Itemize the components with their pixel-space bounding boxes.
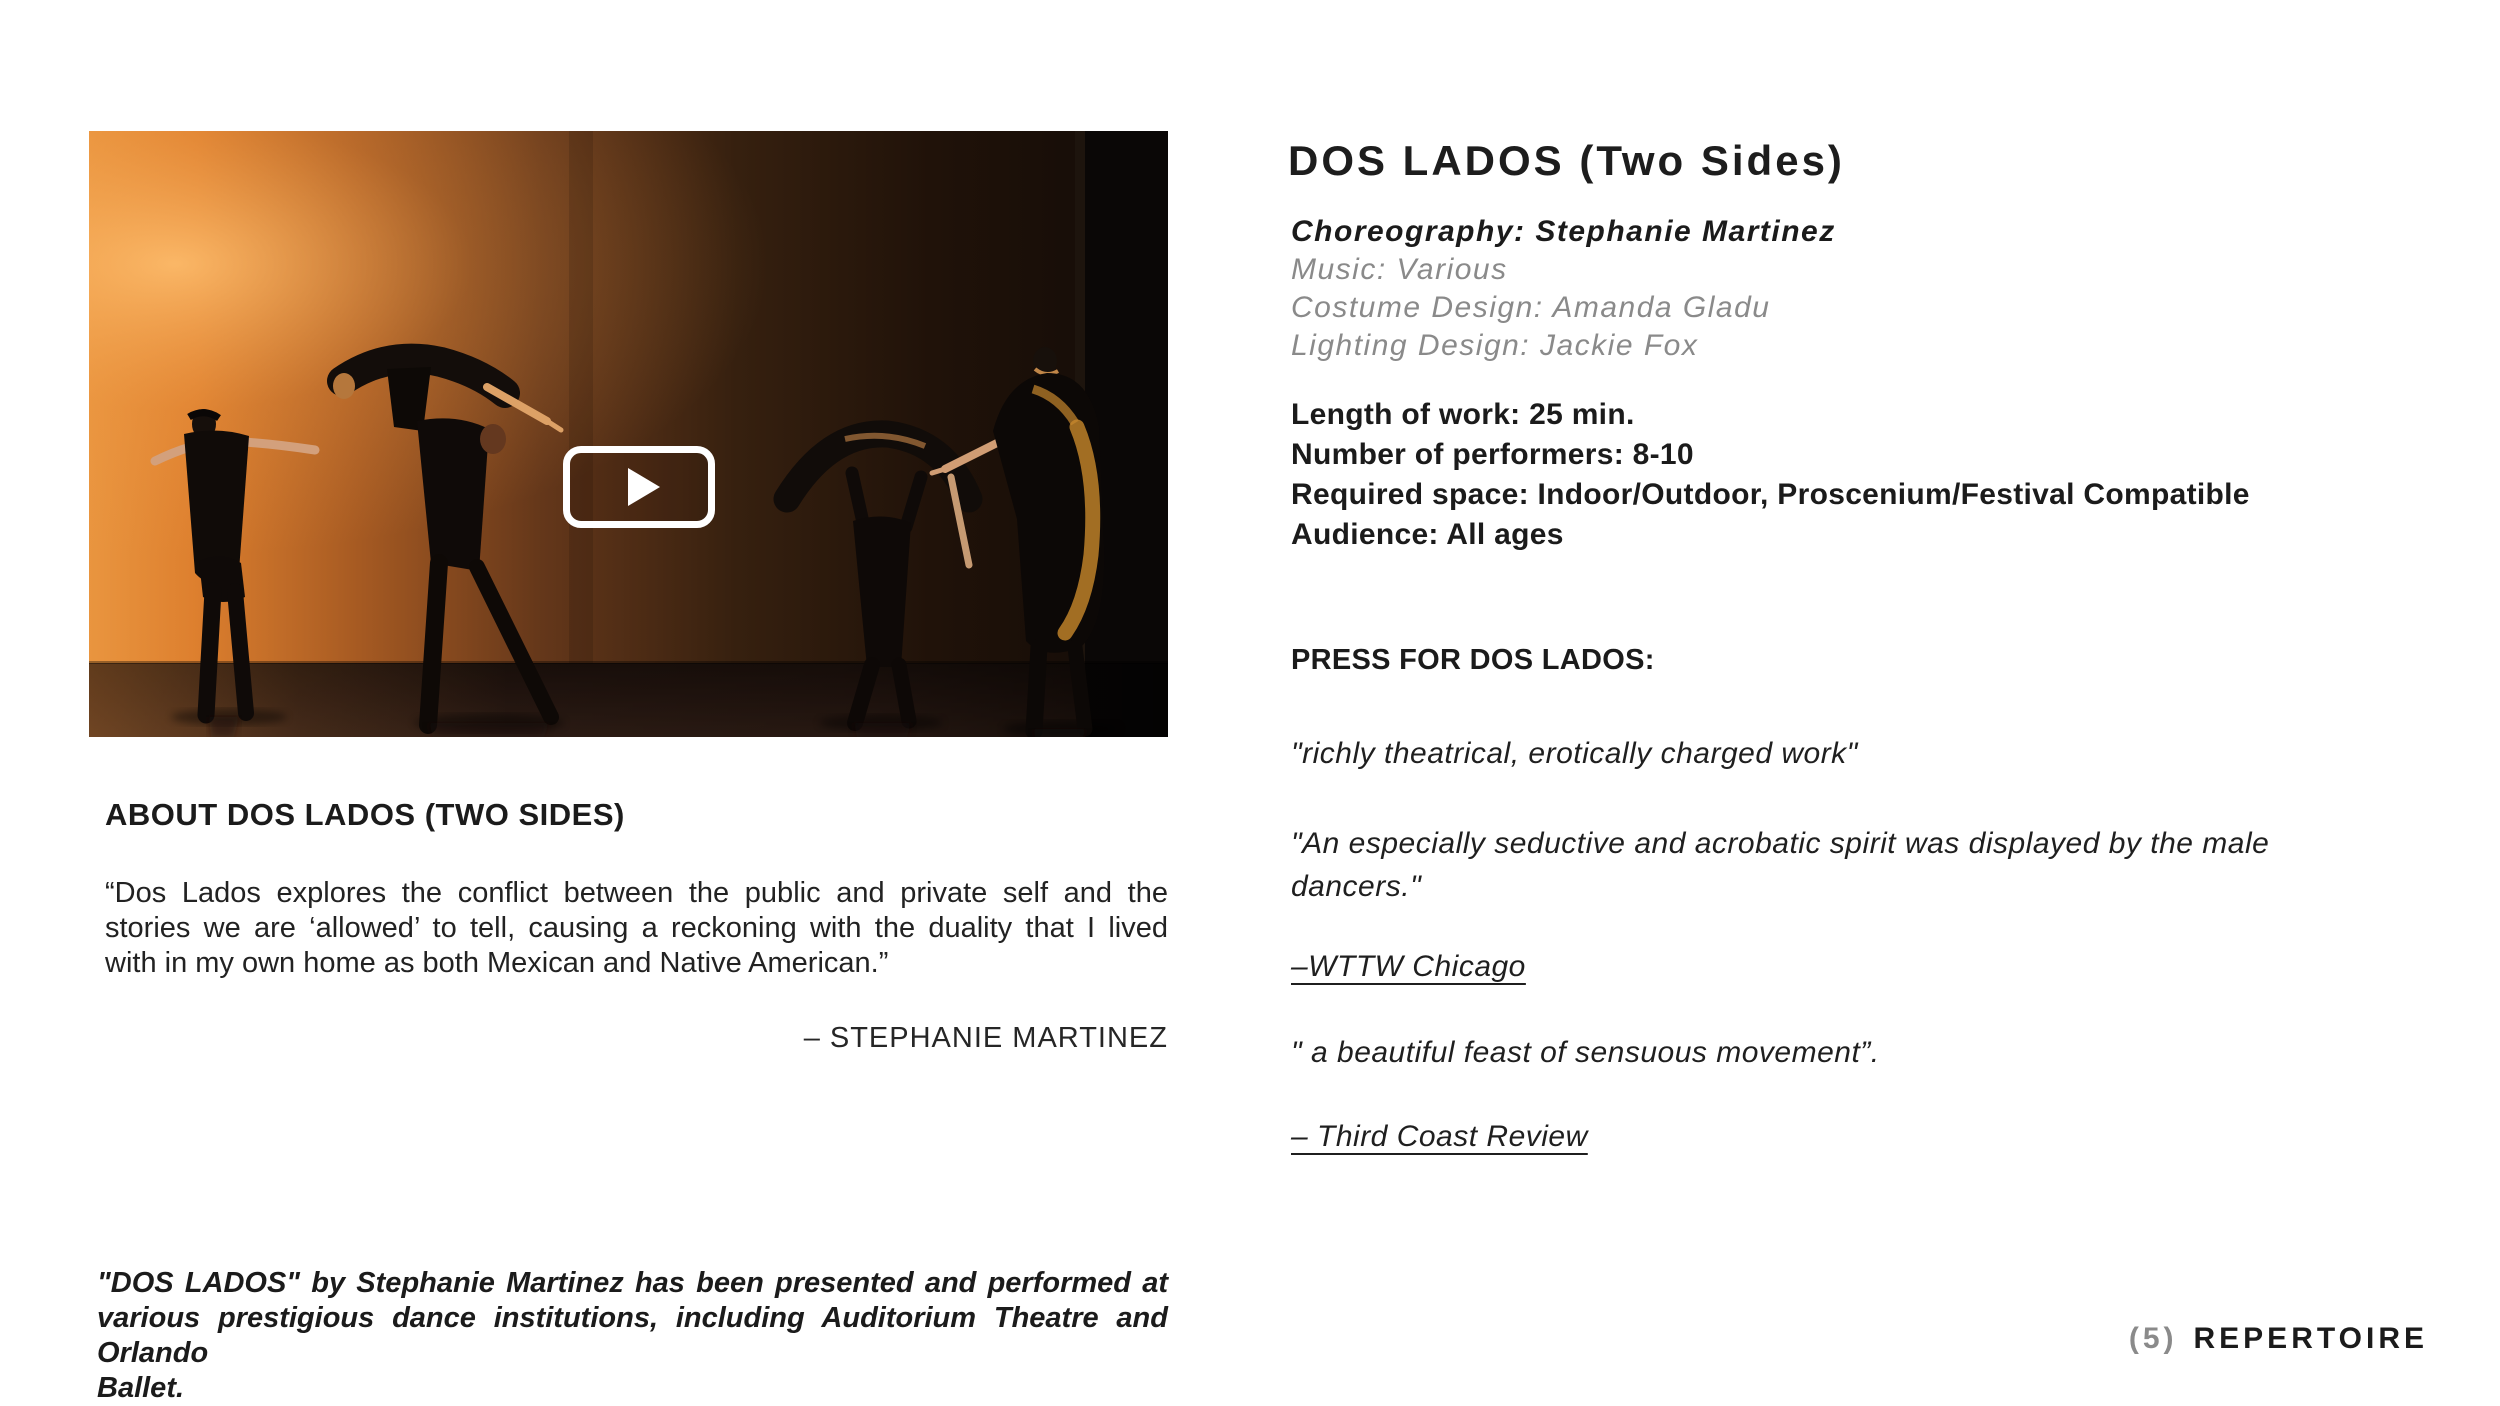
footnote-line: Ballet.	[97, 1372, 185, 1404]
press-source-link-wttw[interactable]: –WTTW Chicago	[1291, 950, 1526, 983]
about-heading: ABOUT DOS LADOS (TWO SIDES)	[105, 797, 625, 832]
detail-audience: Audience: All ages	[1291, 518, 1564, 551]
section-label: REPERTOIRE	[2193, 1322, 2428, 1355]
about-quote-line: with in my own home as both Mexican and Native American.”	[105, 947, 889, 979]
press-quote	[1291, 822, 2301, 908]
press-quote: "richly theatrical, erotically charged work"	[1291, 737, 1858, 770]
credit-music: Music: Various	[1291, 253, 1508, 286]
play-button[interactable]	[563, 446, 715, 528]
about-quote-line: “Dos Lados explores the conflict between the public and private self and the	[105, 877, 1168, 909]
page-title: DOS LADOS (Two Sides)	[1288, 137, 1845, 184]
about-quote	[105, 876, 1168, 981]
credit-costume: Costume Design: Amanda Gladu	[1291, 291, 1771, 324]
stage-photo	[89, 131, 1168, 737]
presentation-footnote	[97, 1266, 1168, 1406]
about-quote-line: stories we are ‘allowed’ to tell, causing a reckoning with the duality that I lived	[105, 912, 1168, 944]
page-footer	[2129, 1322, 2428, 1356]
video-thumbnail[interactable]	[89, 131, 1168, 737]
footnote-line: various prestigious dance institutions, including Auditorium Theatre and Orlando	[97, 1302, 1168, 1369]
footnote-line: "DOS LADOS" by Stephanie Martinez has been presented and performed at	[97, 1267, 1168, 1299]
detail-space: Required space: Indoor/Outdoor, Proscenium/Festival Compatible	[1291, 478, 2250, 511]
work-details-block	[1291, 395, 2250, 555]
detail-length: Length of work: 25 min.	[1291, 398, 1635, 431]
credit-lighting: Lighting Design: Jackie Fox	[1291, 329, 1699, 362]
credit-choreography: Choreography: Stephanie Martinez	[1291, 215, 1836, 248]
detail-performers: Number of performers: 8-10	[1291, 438, 1694, 471]
press-heading: PRESS FOR DOS LADOS:	[1291, 644, 1655, 676]
credits-block	[1291, 213, 1836, 365]
page-number: (5)	[2128, 1322, 2178, 1355]
play-icon	[628, 468, 660, 506]
quote-attribution: – STEPHANIE MARTINEZ	[803, 1022, 1168, 1054]
press-quote-line: dancers."	[1291, 870, 1422, 903]
press-source-link-third-coast[interactable]: – Third Coast Review	[1291, 1120, 1588, 1153]
press-quote: " a beautiful feast of sensuous movement”.	[1291, 1036, 1880, 1069]
press-quote-line: "An especially seductive and acrobatic spirit was displayed by the male	[1291, 827, 2270, 860]
